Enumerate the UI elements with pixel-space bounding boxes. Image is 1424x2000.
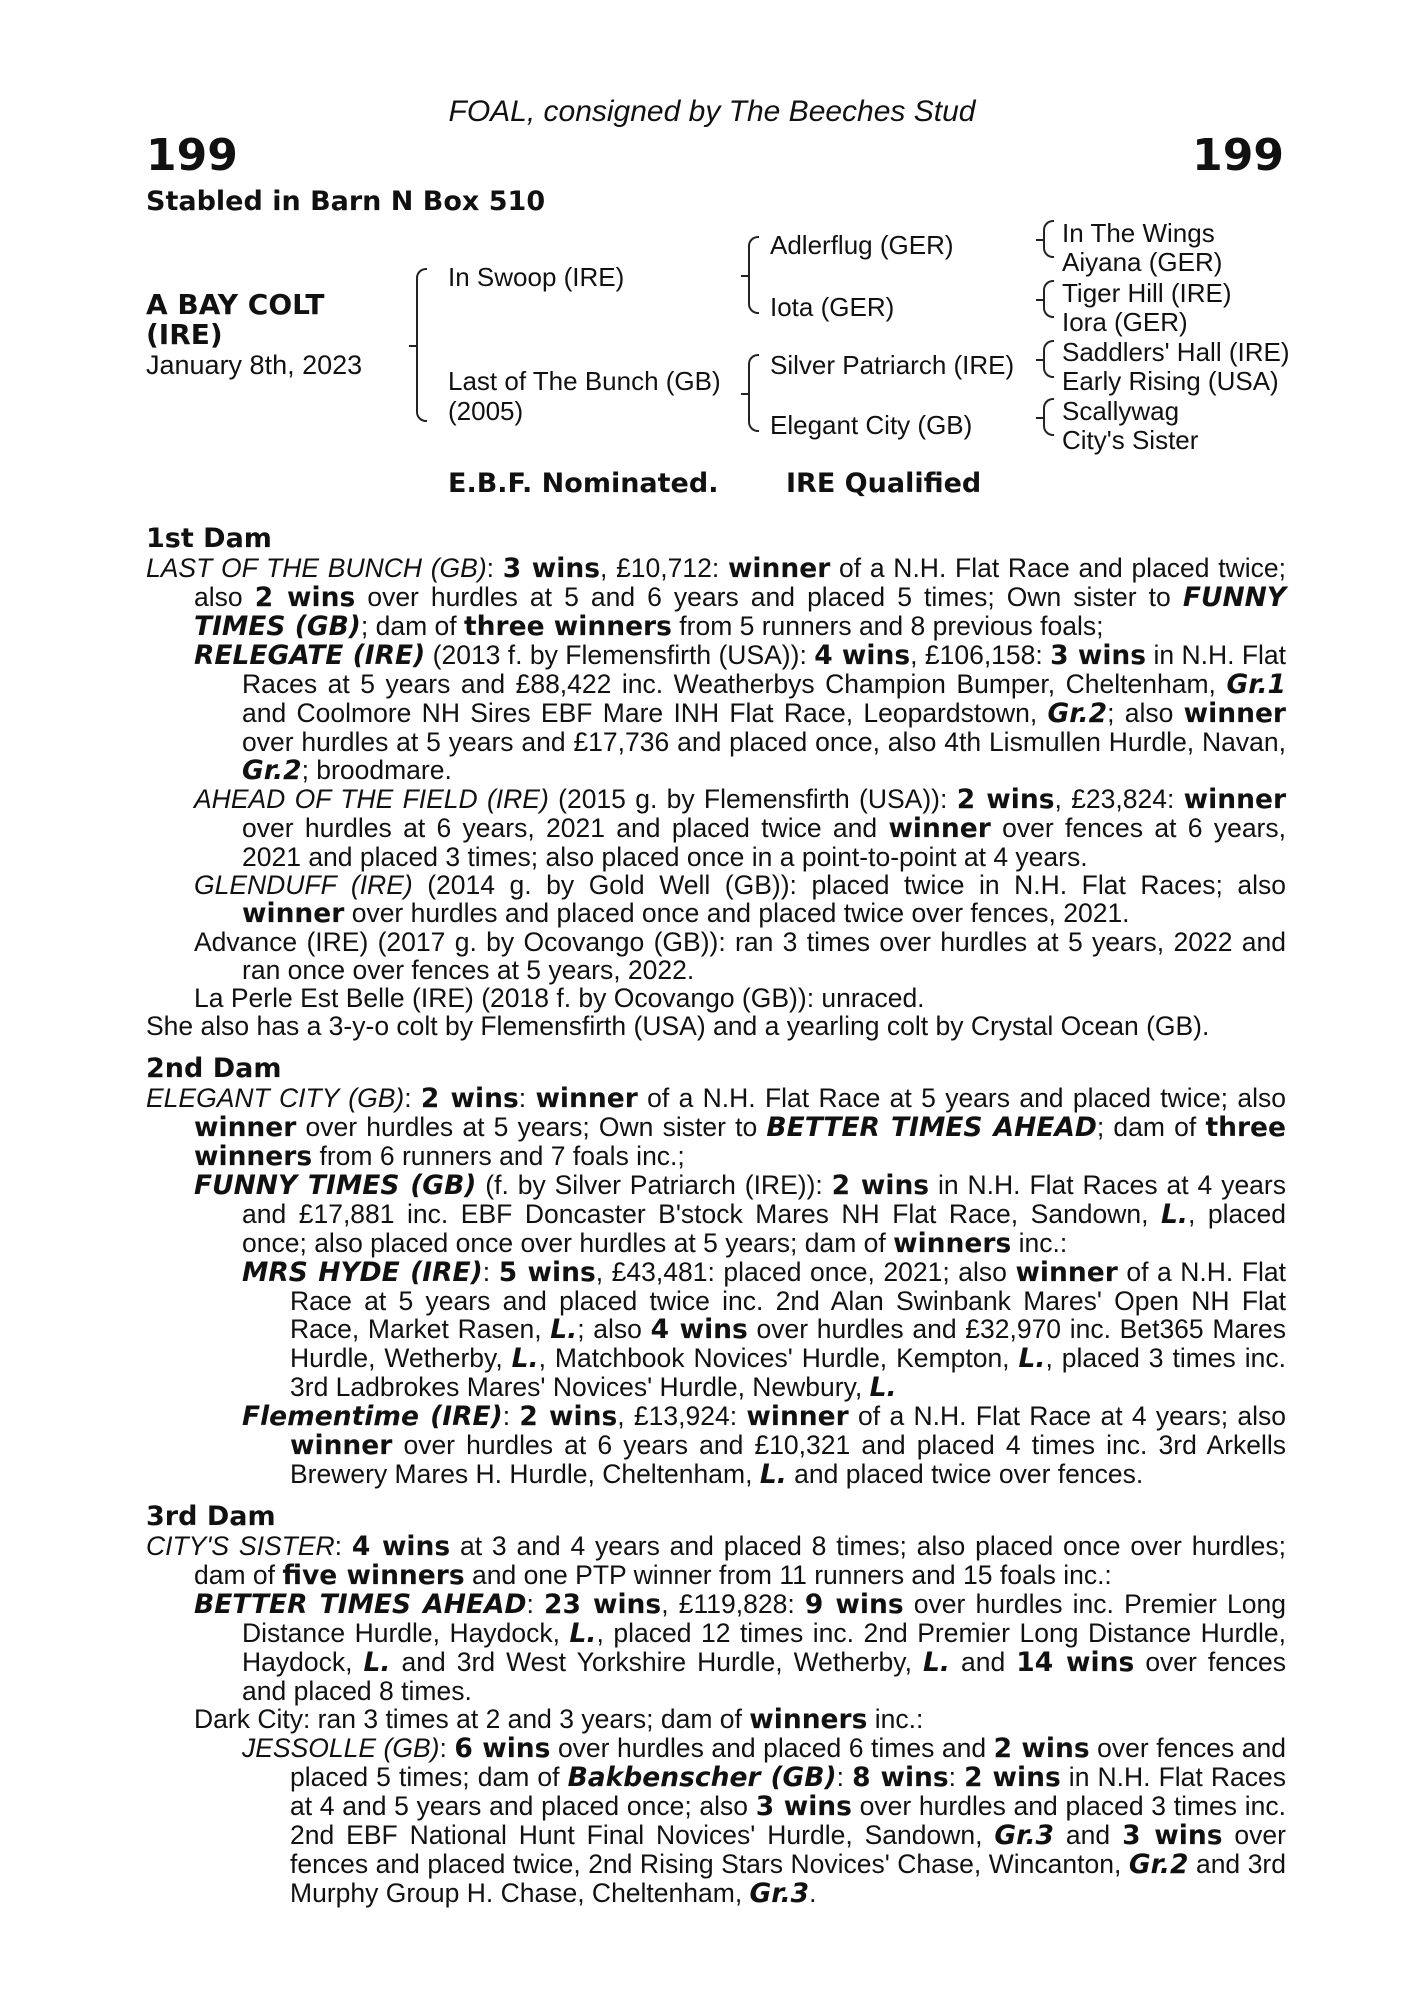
text-run: Gr.2 [1128, 1849, 1189, 1880]
text-run: L. [869, 1372, 897, 1403]
text-run: over hurdles and placed 3 times inc. 2nd EBF National Hunt Final Novices' Hurdle, Sandown, [290, 1791, 1286, 1850]
pedigree-paragraph [146, 1171, 1286, 1258]
text-run: 2 wins [964, 1762, 1061, 1793]
text-run: L. [363, 1647, 391, 1678]
text-run: over hurdles at 5 and 6 years and placed 5 times; Own sister to [355, 582, 1183, 612]
text-run: : [482, 1257, 499, 1287]
text-run: Bakbenscher (GB) [567, 1762, 837, 1793]
text-run: winner [746, 1401, 849, 1432]
text-run: winner [727, 553, 831, 584]
pedigree-paragraph [146, 785, 1286, 871]
text-run: three winners [194, 1112, 1286, 1172]
text-run: 3 wins [1050, 640, 1147, 671]
pedigree-paragraph [146, 1084, 1286, 1171]
text-run: : [948, 1762, 965, 1792]
pedigree-brace [1043, 280, 1054, 318]
text-run: , Matchbook Novices' Hurdle, Kempton, [538, 1343, 1019, 1373]
foaling-date: January 8th, 2023 [146, 350, 363, 380]
text-run: L. [759, 1459, 787, 1490]
text-run: winner [535, 1083, 638, 1114]
pedigree-ggd: Early Rising (USA) [1062, 366, 1279, 396]
text-run: over fences and placed twice, 2nd Rising Stars Novices' Chase, Wincanton, [290, 1820, 1286, 1879]
third-dam-section [146, 1502, 1286, 1908]
pedigree-ggs: Saddlers' Hall (IRE) [1062, 337, 1290, 367]
text-run: GLENDUFF (IRE) [194, 870, 413, 900]
text-run: over hurdles at 5 years and £17,736 and placed once, also 4th Lismullen Hurdle, Navan, [242, 727, 1286, 757]
text-run: and 3rd West Yorkshire Hurdle, Wetherby, [390, 1647, 923, 1677]
text-run: of a N.H. Flat Race at 4 years; also [848, 1401, 1287, 1431]
text-run: 4 wins [351, 1531, 451, 1562]
pedigree-paragraph [146, 928, 1286, 984]
section-title: 2nd Dam [146, 1053, 282, 1084]
pedigree-brace [1043, 340, 1054, 378]
text-run: from 5 runners and 8 previous foals; [671, 611, 1104, 641]
text-run: L. [922, 1647, 950, 1678]
text-run: over hurdles at 6 years and £10,321 and placed 4 times inc. 3rd Arkells Brewery Mares H. Hurdle, Cheltenham, [290, 1430, 1286, 1489]
text-run: winners [749, 1704, 868, 1735]
text-run: and [1053, 1820, 1123, 1850]
text-run: 5 wins [498, 1257, 596, 1288]
text-run: La Perle Est Belle (IRE) (2018 f. by Ocovango (GB)): unraced. [194, 983, 925, 1013]
text-run: 8 wins [852, 1762, 949, 1793]
text-run: in N.H. Flat Races at 5 years and £88,422 inc. Weatherbys Champion Bumper, Cheltenham, [242, 640, 1287, 699]
text-run: LAST OF THE BUNCH (GB) [146, 553, 487, 583]
text-run: : [486, 553, 503, 583]
pedigree-paragraph [146, 1012, 1286, 1040]
text-run: winner [888, 813, 991, 844]
text-run: , £23,824: [1054, 784, 1184, 814]
text-run: and [949, 1647, 1017, 1677]
text-run: L. [569, 1618, 597, 1649]
text-run: 2 wins [831, 1170, 930, 1201]
text-run: over hurdles at 6 years, 2021 and placed twice and [242, 813, 889, 843]
text-run: of a N.H. Flat Race at 5 years and placed twice; also [637, 1083, 1286, 1113]
text-run: over fences at 6 years, 2021 and placed 3 times; also placed once in a point-to-point at 4 years. [242, 813, 1286, 872]
text-run: of a N.H. Flat Race and placed twice; also [194, 553, 1286, 612]
text-run: inc.: [867, 1704, 924, 1734]
text-run: 3 wins [755, 1791, 852, 1822]
text-run: 4 wins [814, 640, 911, 671]
pedigree-ggd: City's Sister [1062, 425, 1199, 455]
text-run: over fences and placed 5 times; dam of [290, 1733, 1287, 1792]
text-run: . [809, 1878, 817, 1908]
section-title: 3rd Dam [146, 1501, 276, 1532]
text-run: : [836, 1762, 853, 1792]
pedigree-dam-year: (2005) [448, 396, 524, 426]
text-run: over hurdles and £32,970 inc. Bet365 Mares Hurdle, Wetherby, [290, 1314, 1286, 1373]
lot-number-left: 199 [146, 130, 238, 181]
pedigree-brace [748, 354, 759, 432]
second-dam-section [146, 1054, 1286, 1489]
text-run: in N.H. Flat Races at 4 years and £17,881 inc. EBF Doncaster B'stock Mares NH Flat Race, Sandown, [242, 1170, 1286, 1229]
pedigree-ggs: Scallywag [1062, 396, 1180, 426]
horse-origin: (IRE) [146, 318, 223, 351]
pedigree-ggs: In The Wings [1062, 218, 1215, 248]
stabled-location: Stabled in Barn N Box 510 [146, 186, 546, 217]
text-run: 2 wins [420, 1083, 519, 1114]
text-run: 6 wins [454, 1733, 551, 1764]
text-run: L. [1018, 1343, 1046, 1374]
text-run: and Coolmore NH Sires EBF Mare INH Flat Race, Leopardstown, [242, 698, 1048, 728]
text-run: Gr.3 [749, 1878, 810, 1909]
text-run: Advance (IRE) (2017 g. by Ocovango (GB)): ran 3 times over hurdles at 5 years, 2022 and ran once over fences at 5 years, 2022. [194, 927, 1286, 985]
pedigree-brace [748, 236, 759, 314]
text-run: winners [893, 1228, 1012, 1259]
text-run: RELEGATE (IRE) [194, 640, 426, 671]
text-run: , placed 3 times inc. 3rd Ladbrokes Mares' Novices' Hurdle, Newbury, [290, 1343, 1286, 1402]
text-run: 2 wins [993, 1733, 1090, 1764]
text-run: Gr.2 [242, 755, 302, 786]
text-run: and 3rd Murphy Group H. Chase, Cheltenham, [290, 1849, 1286, 1908]
pedigree-sire-dam: Iota (GER) [770, 292, 895, 322]
pedigree-paragraph [146, 1402, 1286, 1489]
text-run: five winners [282, 1560, 465, 1591]
pedigree-dam-sire: Silver Patriarch (IRE) [770, 350, 1015, 380]
text-run: 4 wins [650, 1314, 748, 1345]
text-run: three winners [464, 611, 672, 642]
pedigree-ggd: Iora (GER) [1062, 307, 1188, 337]
pedigree-paragraph [146, 984, 1286, 1012]
text-run: Dark City: ran 3 times at 2 and 3 years; dam of [194, 1704, 750, 1734]
text-run: (f. by Silver Patriarch (IRE)): [476, 1170, 832, 1200]
text-run: 3 wins [1122, 1820, 1223, 1851]
ebf-nomination: E.B.F. Nominated. [448, 468, 719, 499]
pedigree-brace [416, 268, 427, 422]
text-run: (2014 g. by Gold Well (GB)): placed twice in N.H. Flat Races; also [412, 870, 1286, 900]
text-run: L. [511, 1343, 539, 1374]
text-run: 2 wins [254, 582, 356, 613]
section-title: 1st Dam [146, 523, 272, 554]
lot-number-right: 199 [1192, 130, 1284, 181]
text-run: ELEGANT CITY (GB) [146, 1083, 405, 1113]
text-run: of a N.H. Flat Race at 5 years and placed twice inc. 2nd Alan Swinbank Mares' Open NH Flat Race, Market Rasen, [290, 1257, 1287, 1344]
text-run: BETTER TIMES AHEAD [194, 1589, 527, 1620]
horse-name: A BAY COLT [146, 288, 325, 321]
text-run: (2015 g. by Flemensfirth (USA)): [548, 784, 957, 814]
text-run: winner [290, 1430, 393, 1461]
pedigree-ggs: Tiger Hill (IRE) [1062, 278, 1232, 308]
text-run: from 6 runners and 7 foals inc.; [312, 1141, 685, 1171]
text-run: FUNNY TIMES (GB) [194, 582, 1287, 642]
text-run: , £13,924: [617, 1401, 747, 1431]
text-run: , £119,828: [661, 1589, 805, 1619]
text-run: CITY'S SISTER [146, 1531, 335, 1561]
text-run: at 3 and 4 years and placed 8 times; also placed once over hurdles; dam of [194, 1531, 1286, 1590]
pedigree-paragraph [146, 1734, 1286, 1908]
pedigree-paragraph [146, 1532, 1286, 1590]
text-run: She also has a 3-y-o colt by Flemensfirth (USA) and a yearling colt by Crystal Ocean (GB). [146, 1011, 1210, 1041]
text-run: ; broodmare. [301, 755, 452, 785]
text-run: : [439, 1733, 455, 1763]
text-run: : [334, 1531, 352, 1561]
text-run: over hurdles and placed once and placed twice over fences, 2021. [344, 898, 1130, 928]
pedigree-paragraph [146, 1705, 1286, 1734]
consignment-line: FOAL, consigned by The Beeches Stud [448, 95, 976, 128]
text-run: 14 wins [1016, 1647, 1135, 1678]
text-run: over hurdles and placed 6 times and [550, 1733, 994, 1763]
text-run: 23 wins [544, 1589, 662, 1620]
text-run: winner [1183, 698, 1286, 729]
pedigree-brace [1043, 220, 1054, 258]
text-run: Gr.3 [994, 1820, 1054, 1851]
text-run: : [518, 1083, 536, 1113]
text-run: L. [1161, 1199, 1188, 1230]
pedigree-brace [1043, 398, 1054, 436]
pedigree-dam-dam: Elegant City (GB) [770, 410, 973, 440]
pedigree-ggd: Aiyana (GER) [1062, 247, 1223, 277]
pedigree-paragraph [146, 1258, 1286, 1402]
text-run: ; also [1107, 698, 1184, 728]
text-run: and placed twice over fences. [786, 1459, 1144, 1489]
pedigree-paragraph [146, 641, 1286, 785]
text-run: : [404, 1083, 421, 1113]
text-run: winner [1183, 784, 1287, 815]
text-run: in N.H. Flat Races at 4 and 5 years and placed once; also [290, 1762, 1286, 1821]
text-run: ; dam of [360, 611, 465, 641]
text-run: 2 wins [956, 784, 1055, 815]
text-run: , placed once; also placed once over hurdles at 5 years; dam of [242, 1199, 1286, 1258]
text-run: MRS HYDE (IRE) [242, 1257, 483, 1288]
text-run: : [502, 1401, 520, 1431]
text-run: BETTER TIMES AHEAD [766, 1112, 1097, 1143]
first-dam-section [146, 524, 1286, 1040]
text-run: over fences and placed 8 times. [242, 1647, 1286, 1706]
text-run: winner [242, 898, 345, 929]
text-run: Gr.1 [1226, 669, 1286, 700]
text-run: ; also [577, 1314, 651, 1344]
pedigree-sire: In Swoop (IRE) [448, 262, 625, 292]
text-run: AHEAD OF THE FIELD (IRE) [194, 784, 549, 814]
text-run: , £10,712: [599, 553, 728, 583]
text-run: (2013 f. by Flemensfirth (USA)): [425, 640, 815, 670]
text-run: , £106,158: [910, 640, 1051, 670]
pedigree-dam: Last of The Bunch (GB) [448, 366, 721, 396]
text-run: , £43,481: placed once, 2021; also [595, 1257, 1016, 1287]
text-run: over hurdles inc. Premier Long Distance Hurdle, Haydock, [242, 1589, 1286, 1648]
text-run: ; dam of [1096, 1112, 1206, 1142]
pedigree-paragraph [146, 554, 1286, 641]
text-run: 9 wins [804, 1589, 904, 1620]
text-run: inc.: [1011, 1228, 1068, 1258]
text-run: L. [550, 1314, 578, 1345]
text-run: JESSOLLE (GB) [242, 1733, 440, 1763]
text-run: : [526, 1589, 545, 1619]
text-run: , placed 12 times inc. 2nd Premier Long Distance Hurdle, Haydock, [242, 1618, 1286, 1677]
text-run: Gr.2 [1047, 698, 1108, 729]
text-run: 3 wins [502, 553, 600, 584]
pedigree-paragraph [146, 871, 1286, 928]
pedigree-sire-sire: Adlerflug (GER) [770, 230, 954, 260]
text-run: Flementime (IRE) [242, 1401, 503, 1432]
text-run: and one PTP winner from 11 runners and 15 foals inc.: [464, 1560, 1112, 1590]
text-run: FUNNY TIMES (GB) [194, 1170, 477, 1201]
text-run: 2 wins [519, 1401, 618, 1432]
ire-qualification: IRE Qualified [786, 468, 982, 499]
text-run: winner [1015, 1257, 1118, 1288]
text-run: winner [194, 1112, 297, 1143]
text-run: over hurdles at 5 years; Own sister to [296, 1112, 767, 1142]
pedigree-paragraph [146, 1590, 1286, 1705]
